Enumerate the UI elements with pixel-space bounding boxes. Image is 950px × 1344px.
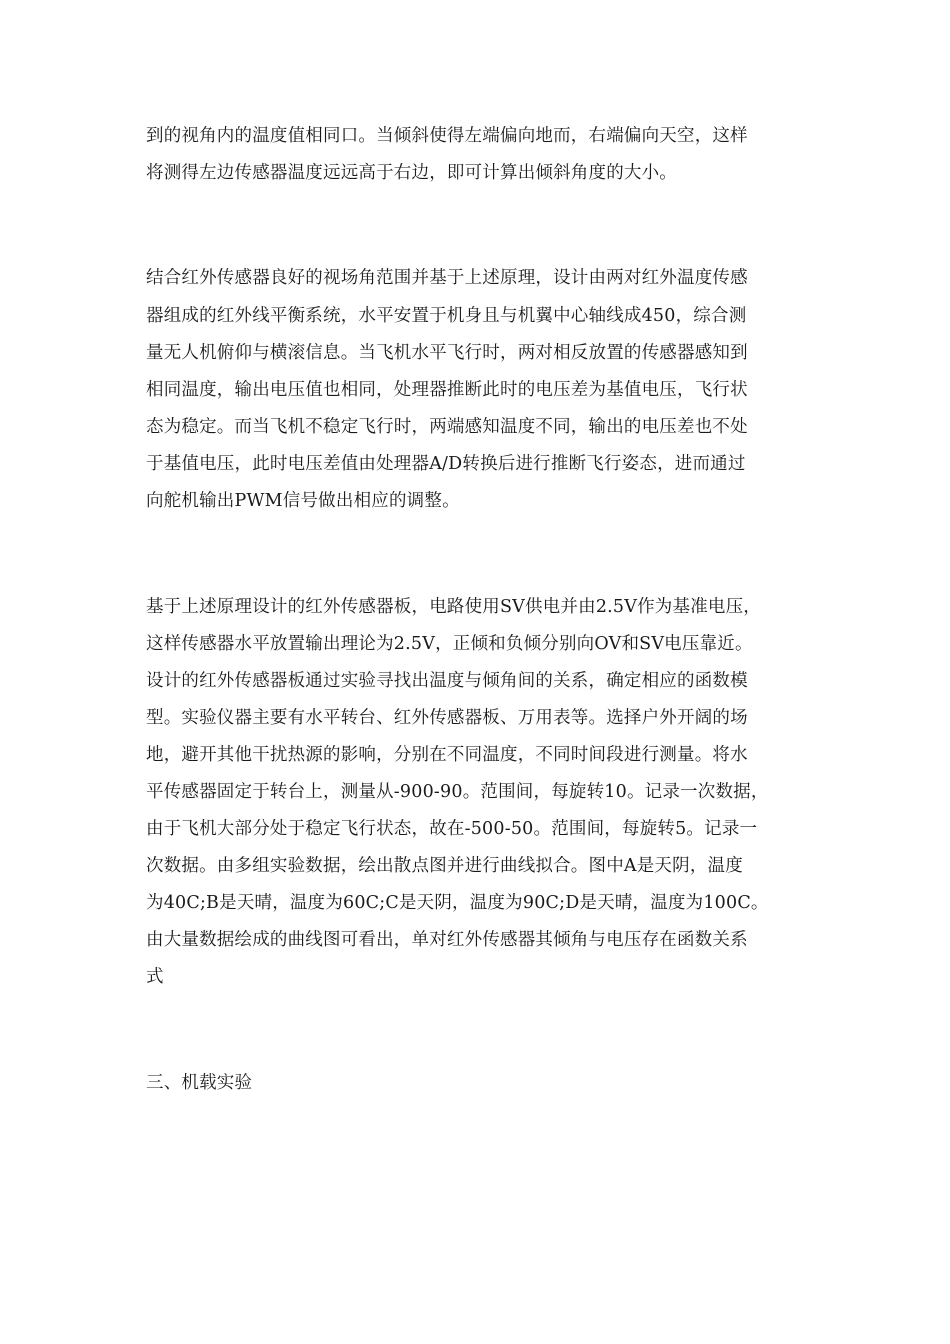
text-line: 型。实验仪器主要有水平转台、红外传感器板、万用表等。选择户外开阔的场 [146, 708, 748, 728]
text-line: 到的视角内的温度值相同口。当倾斜使得左端偏向地而，右端偏向天空，这样 [146, 126, 748, 146]
text-line: 由大量数据绘成的曲线图可看出，单对红外传感器其倾角与电压存在函数关系 [146, 930, 748, 950]
text-line: 设计的红外传感器板通过实验寻找出温度与倾角间的关系，确定相应的函数模 [146, 671, 748, 691]
text-line: 这样传感器水平放置输出理论为2.5V，正倾和负倾分别向OV和SV电压靠近。 [146, 634, 753, 654]
text-line: 由于飞机大部分处于稳定飞行状态，故在-500-50。范围间，每旋转5。记录一 [146, 819, 758, 839]
text-line: 将测得左边传感器温度远远高于右边，即可计算出倾斜角度的大小。 [146, 163, 677, 183]
text-line: 地，避开其他干扰热源的影响，分别在不同温度，不同时间段进行测量。将水 [146, 745, 748, 765]
text-line: 量无人机俯仰与横滚信息。当飞机水平飞行时，两对相反放置的传感器感知到 [146, 343, 748, 363]
section-heading: 三、机载实验 [146, 1073, 253, 1093]
text-line: 态为稳定。而当飞机不稳定飞行时，两端感知温度不同，输出的电压差也不处 [146, 417, 748, 437]
text-line: 平传感器固定于转台上，测量从-900-90。范围间，每旋转10。记录一次数据， [146, 782, 769, 802]
text-line: 相同温度，输出电压值也相同，处理器推断此时的电压差为基值电压，飞行状 [146, 380, 748, 400]
text-line: 结合红外传感器良好的视场角范围并基于上述原理，设计由两对红外温度传感 [146, 268, 748, 288]
text-line: 式 [146, 967, 164, 987]
text-line: 为40C;B是天晴，温度为60C;C是天阴，温度为90C;D是天晴，温度为100C。 [146, 893, 769, 913]
text-line: 基于上述原理设计的红外传感器板，电路使用SV供电并由2.5V作为基准电压， [146, 597, 761, 617]
text-line: 向舵机输出PWM信号做出相应的调整。 [146, 491, 460, 511]
text-line: 器组成的红外线平衡系统，水平安置于机身且与机翼中心轴线成450，综合测 [146, 306, 747, 326]
text-line: 于基值电压，此时电压差值由处理器A/D转换后进行推断飞行姿态，进而通过 [146, 454, 746, 474]
text-line: 次数据。由多组实验数据，绘出散点图并进行曲线拟合。图中A是天阴，温度 [146, 856, 743, 876]
